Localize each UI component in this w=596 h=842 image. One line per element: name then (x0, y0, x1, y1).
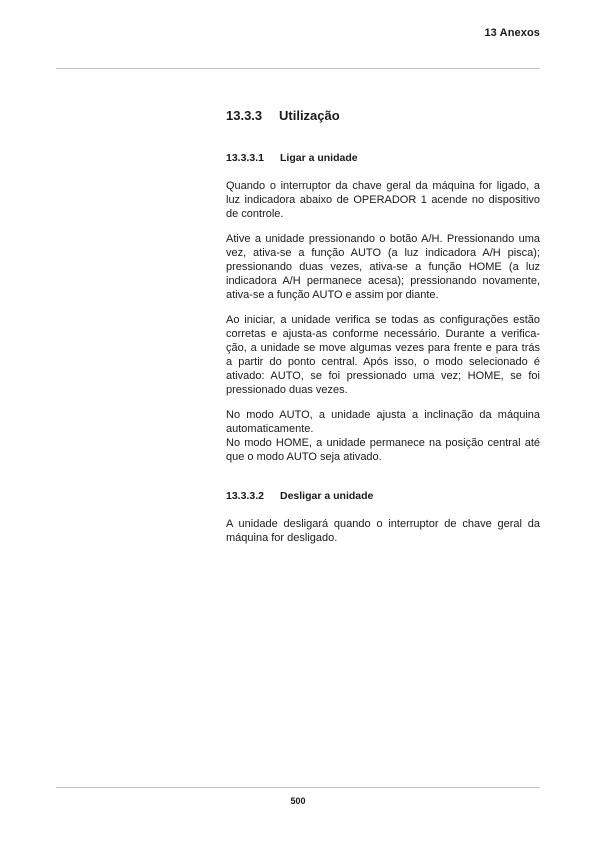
paragraph: No modo AUTO, a unidade ajusta a inclinação da máquina automaticamente. (226, 409, 540, 435)
header-divider (56, 68, 540, 69)
chapter-header: 13 Anexos (484, 27, 540, 39)
subsection-number: 13.3.3.1 (226, 152, 264, 164)
page-content (226, 107, 540, 556)
section-title: Utilização (279, 108, 340, 123)
section-heading (226, 107, 540, 125)
footer-divider (56, 787, 540, 788)
subsection-title: Ligar a unidade (280, 152, 358, 164)
section-number: 13.3.3 (226, 108, 263, 123)
paragraph: Quando o interruptor da chave geral da máquina for ligado, a luz indicadora abaixo de OPERADOR 1 acende no dispositivo de controle. (226, 180, 540, 220)
subsection-heading (226, 489, 540, 503)
subsection-heading (226, 151, 540, 165)
paragraph: No modo HOME, a unidade permanece na posição central até que o modo AUTO seja ativado. (226, 437, 540, 463)
page-number: 500 (290, 796, 306, 806)
paragraph: Ative a unidade pressionando o botão A/H. Pressionando uma vez, ativa-se a função AUTO (a luz indicadora A/H pisca); pressionando duas vezes, ativa-se a função HOME (a luz indicadora A/H permanece acesa); pressionando novamente, ativa-se a função AUTO e assim por diante. (226, 233, 540, 301)
subsection-number: 13.3.3.2 (226, 490, 264, 502)
paragraph: A unidade desligará quando o interruptor de chave geral da máquina for desligado. (226, 518, 540, 544)
paragraph: Ao iniciar, a unidade verifica se todas as configurações estão corretas e ajusta-as conforme necessário. Durante a verificação, a unidade se move algumas vezes para frente e para trás a partir do ponto central. Após isso, o modo selecionado é ativado: AUTO, se foi pressionado uma vez; HOME, se foi pressionado duas vezes. (226, 314, 540, 396)
subsection-title: Desligar a unidade (280, 490, 374, 502)
